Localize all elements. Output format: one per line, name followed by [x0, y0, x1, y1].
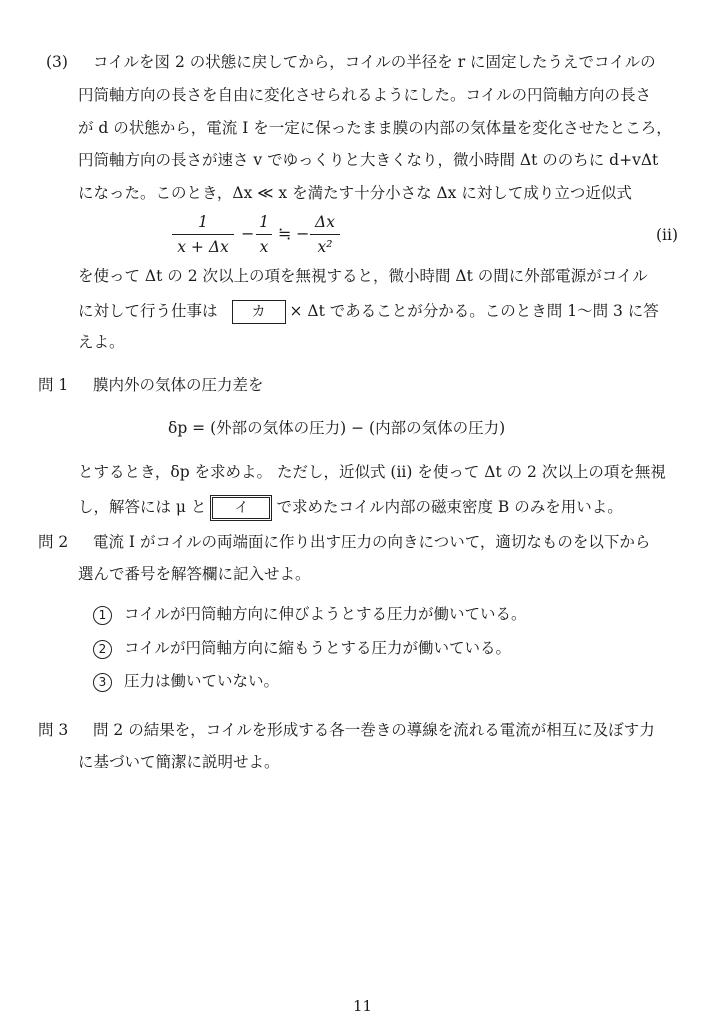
section-after-eq-line-1: を使って Δt の 2 次以上の項を無視すると，微小時間 Δt の間に外部電源がコイル: [78, 267, 648, 285]
question-3-label: 問 3: [38, 721, 69, 739]
after-eq-text-post: × Δt であることが分かる。このとき問 1〜問 3 に答: [289, 302, 659, 320]
option-2-text: コイルが円筒軸方向に縮もうとする圧力が働いている。: [124, 639, 512, 657]
fraction-1: [172, 212, 234, 257]
option-2: [93, 638, 511, 659]
section-line-2: 円筒軸方向の長さを自由に変化させられるようにした。コイルの円筒軸方向の長さ: [78, 86, 652, 104]
answer-box-i: イ: [210, 495, 272, 521]
pressure-difference-formula: δp = (外部の気体の圧力) − (内部の気体の圧力): [168, 419, 506, 437]
fraction-2-denominator: x: [259, 238, 269, 256]
minus-sign-1: −: [241, 224, 255, 243]
fraction-2-numerator: 1: [259, 213, 269, 231]
section-label: (3): [46, 53, 68, 71]
question-2-line-2: 選んで番号を解答欄に記入せよ。: [78, 565, 311, 583]
minus-sign-2: −: [296, 224, 310, 243]
question-1-line-3: [78, 495, 623, 521]
section-line-3: が d の状態から，電流 I を一定に保ったまま膜の内部の気体量を変化させたところ，: [78, 119, 672, 137]
question-2-label: 問 2: [38, 533, 69, 551]
option-2-number-icon: 2: [93, 640, 112, 659]
page-number: 11: [352, 997, 373, 1015]
section-line-1: コイルを図 2 の状態に戻してから，コイルの半径を r に固定したうえでコイルの: [93, 53, 656, 71]
question-1-line-1: 膜内外の気体の圧力差を: [93, 376, 264, 394]
equation-tag: (ii): [656, 226, 679, 244]
section-line-4: 円筒軸方向の長さが速さ v でゆっくりと大きくなり，微小時間 Δt ののちに d+vΔt: [78, 151, 659, 169]
question-3-line-1: 問 2 の結果を，コイルを形成する各一巻きの導線を流れる電流が相互に及ぼす力: [93, 721, 655, 739]
option-1-number-icon: 1: [93, 606, 112, 625]
fraction-3: [310, 212, 340, 257]
section-line-5: になった。このとき，Δx ≪ x を満たす十分小さな Δx に対して成り立つ近似式: [78, 184, 632, 202]
question-1-text-post: で求めたコイル内部の磁束密度 B のみを用いよ。: [276, 498, 623, 516]
question-1-text-pre: し，解答には μ と: [78, 498, 207, 516]
after-eq-text-pre: に対して行う仕事は: [78, 302, 218, 320]
question-1-line-2: とするとき，δp を求めよ。 ただし，近似式 (ii) を使って Δt の 2 次以上の項を無視: [78, 463, 666, 481]
fraction-2: [256, 212, 272, 257]
question-2-line-1: 電流 I がコイルの両端面に作り出す圧力の向きについて，適切なものを以下から: [93, 533, 651, 551]
option-3-number-icon: 3: [93, 673, 112, 692]
section-after-eq-line-3: えよ。: [78, 333, 125, 351]
question-1-label: 問 1: [38, 376, 69, 394]
option-1: [93, 604, 527, 625]
option-1-text: コイルが円筒軸方向に伸びようとする圧力が働いている。: [124, 605, 527, 623]
fraction-3-denominator: x²: [317, 238, 333, 256]
option-3: [93, 671, 279, 692]
answer-box-ka: カ: [232, 300, 286, 324]
fraction-3-numerator: Δx: [315, 213, 335, 231]
fraction-1-denominator: x + Δx: [177, 238, 229, 256]
fraction-1-numerator: 1: [198, 213, 208, 231]
section-after-eq-line-2: [78, 300, 659, 324]
option-3-text: 圧力は働いていない。: [124, 672, 280, 690]
question-3-line-2: に基づいて簡潔に説明せよ。: [78, 753, 280, 771]
approx-sign: ≒: [278, 224, 292, 243]
